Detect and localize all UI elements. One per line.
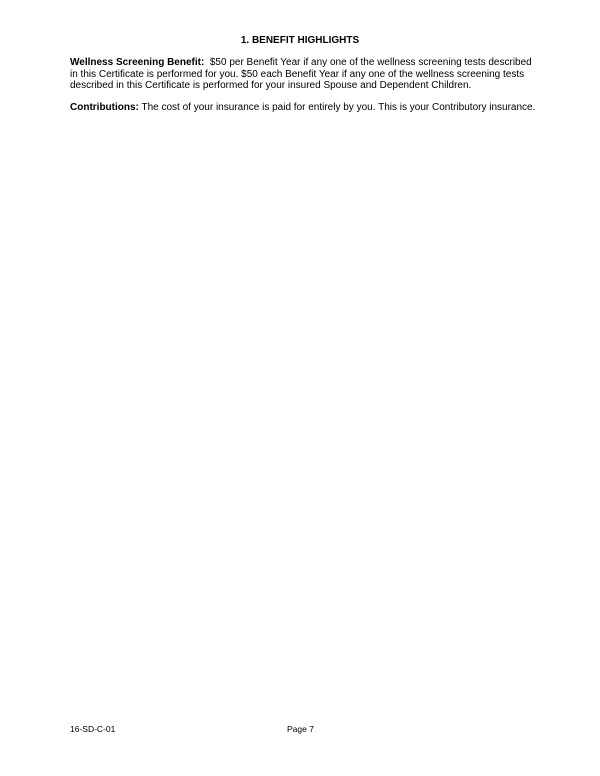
wellness-screening-paragraph xyxy=(70,57,540,92)
page-number: Page 7 xyxy=(287,724,314,734)
wellness-screening-label: Wellness Screening Benefit: xyxy=(70,57,205,68)
contributions-text: The cost of your insurance is paid for entirely by you. This is your Contributory insurance. xyxy=(141,102,536,113)
section-heading: 1. BENEFIT HIGHLIGHTS xyxy=(240,35,360,46)
wellness-screening-text: $50 per Benefit Year if any one of the wellness screening tests described in this Certificate is performed for you. $50 each Benefit Year if any one of the wellness screening tests described in this Certificate is performed for your insured Spouse and Dependent Children. xyxy=(70,57,532,91)
form-code: 16-SD-C-01 xyxy=(70,724,116,734)
contributions-paragraph xyxy=(70,102,540,114)
contributions-label: Contributions: xyxy=(70,102,139,113)
